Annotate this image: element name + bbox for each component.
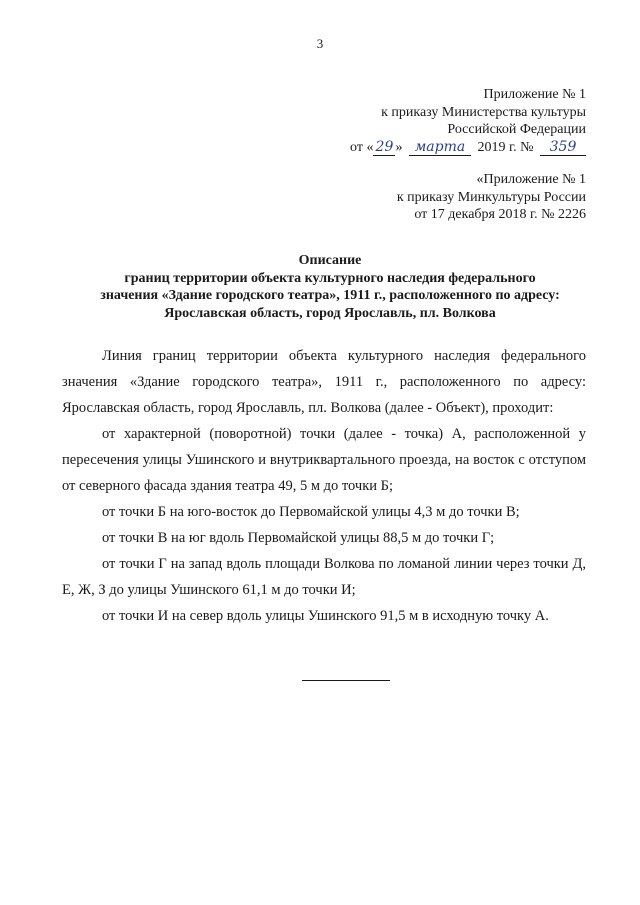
boundary-description — [62, 343, 586, 629]
appendix-title: Приложение № 1 — [483, 87, 586, 102]
end-separator-line — [302, 680, 390, 681]
handwritten-day: 29 — [373, 140, 395, 156]
previous-appendix-header — [397, 171, 586, 224]
boundary-segment-paragraph: от точки И на север вдоль улицы Ушинского 91,5 м в исходную точку А. — [102, 608, 549, 624]
date-year: 2019 г. № — [477, 139, 534, 155]
boundary-segment-paragraph: от характерной (поворотной) точки (далее - точка) А, расположенной у пересечения улицы Ушинского и внутриквартального проезда, на восток с отступом от северного фасада здания театра 49, 5 м до точки Б; — [62, 426, 586, 494]
handwritten-month: марта — [409, 140, 471, 156]
previous-appendix-title: «Приложение № 1 — [476, 172, 586, 187]
intro-paragraph: Линия границ территории объекта культурного наследия федерального значения «Здание городского театра», 1911 г., расположенного по адресу: Ярославская область, город Ярославль, пл. Волкова (далее - Объект), проходит: — [62, 348, 586, 416]
appendix-ministry-line: Российской Федерации — [447, 122, 586, 137]
handwritten-order-number: 359 — [540, 140, 586, 156]
title-line-4: Ярославская область, город Ярославль, пл. Волкова — [164, 305, 496, 321]
title-line-1: Описание — [298, 253, 362, 268]
previous-appendix-order-line: к приказу Минкультуры России — [396, 189, 586, 205]
appendix-date-line — [350, 139, 586, 157]
page-number: 3 — [316, 36, 324, 51]
date-prefix: от « — [350, 139, 374, 155]
appendix-order-line: к приказу Министерства культуры — [381, 104, 586, 120]
title-line-2: границ территории объекта культурного наследия федерального — [124, 270, 536, 286]
boundary-segment-paragraph: от точки Г на запад вдоль площади Волкова по ломаной линии через точки Д, Е, Ж, З до улицы Ушинского 61,1 м до точки И; — [62, 556, 586, 598]
boundary-segment-paragraph: от точки Б на юго-восток до Первомайской улицы 4,3 м до точки В; — [102, 504, 520, 520]
document-title — [60, 252, 600, 322]
previous-appendix-date-line: от 17 декабря 2018 г. № 2226 — [414, 207, 586, 222]
appendix-header — [350, 86, 586, 156]
title-line-3: значения «Здание городского театра», 1911 г., расположенного по адресу: — [100, 288, 560, 303]
date-quote: » — [395, 139, 403, 155]
boundary-segment-paragraph: от точки В на юг вдоль Первомайской улицы 88,5 м до точки Г; — [102, 530, 495, 546]
